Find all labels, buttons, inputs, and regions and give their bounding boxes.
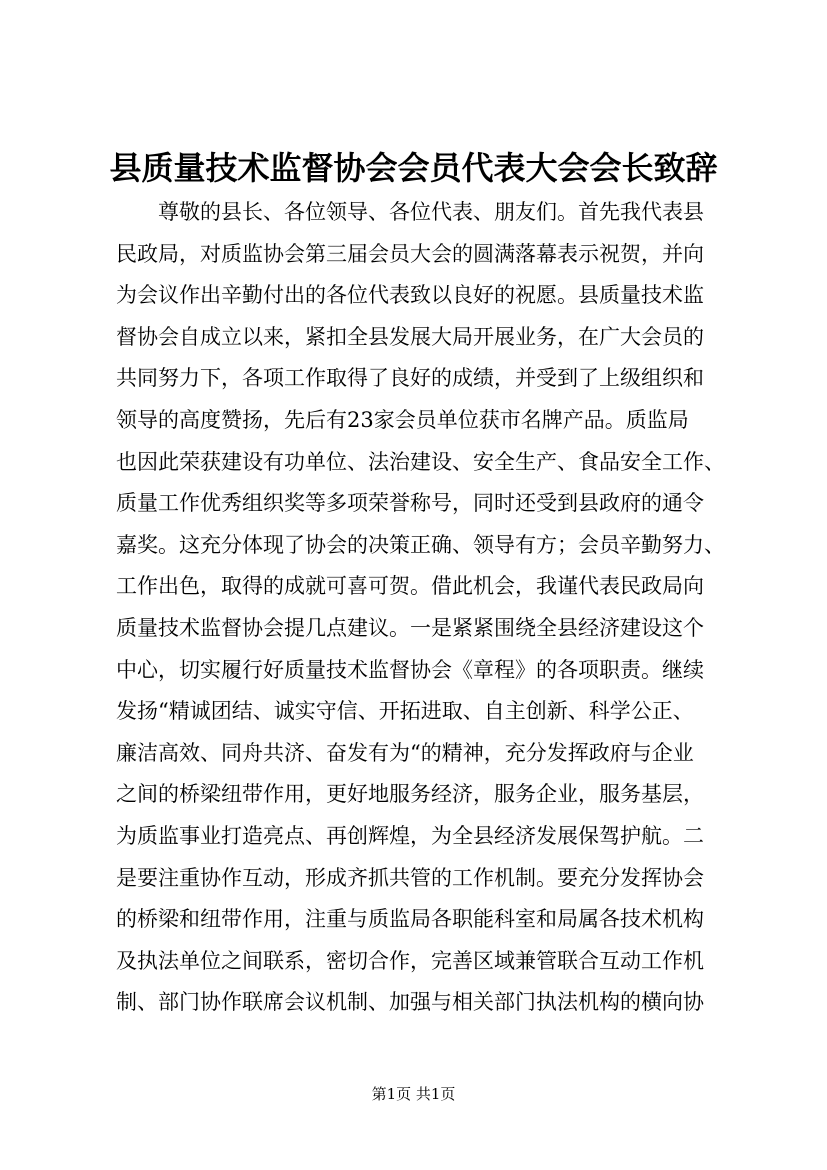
body-line: 为会议作出辛勤付出的各位代表致以良好的祝愿。县质量技术监	[116, 283, 704, 308]
body-line: 是要注重协作互动，形成齐抓共管的工作机制。要充分发挥协会	[116, 865, 704, 890]
body-line: 共同努力下，各项工作取得了良好的成绩，并受到了上级组织和	[116, 366, 704, 391]
body-line: 发扬“精诚团结、诚实守信、开拓进取、自主创新、科学公正、	[116, 699, 694, 724]
body-line: 之间的桥梁纽带作用，更好地服务经济，服务企业，服务基层，	[116, 782, 704, 807]
body-line: 嘉奖。这充分体现了协会的决策正确、领导有方；会员辛勤努力、	[116, 532, 725, 557]
body-line: 质量技术监督协会提几点建议。一是紧紧围绕全县经济建设这个	[116, 615, 704, 640]
body-line: 质量工作优秀组织奖等多项荣誉称号，同时还受到县政府的通令	[116, 491, 704, 516]
document-title: 县质量技术监督协会会员代表大会会长致辞	[109, 149, 718, 187]
body-line: 的桥梁和纽带作用，注重与质监局各职能科室和局属各技术机构	[116, 907, 704, 932]
body-line: 领导的高度赞扬，先后有23家会员单位获市名牌产品。质监局	[116, 407, 689, 432]
page-number-footer: 第1页 共1页	[371, 1085, 456, 1103]
body-line: 民政局，对质监协会第三届会员大会的圆满落幕表示祝贺，并向	[116, 241, 704, 266]
body-line: 及执法单位之间联系，密切合作，完善区域兼管联合互动工作机	[116, 948, 704, 973]
body-line: 督协会自成立以来，紧扣全县发展大局开展业务，在广大会员的	[116, 324, 704, 349]
body-line: 中心，切实履行好质量技术监督协会《章程》的各项职责。继续	[116, 657, 704, 682]
body-line: 也因此荣获建设有功单位、法治建设、安全生产、食品安全工作、	[116, 449, 725, 474]
body-line: 为质监事业打造亮点、再创辉煌，为全县经济发展保驾护航。二	[116, 823, 704, 848]
body-line: 制、部门协作联席会议机制、加强与相关部门执法机构的横向协	[116, 990, 704, 1015]
body-line: 廉洁高效、同舟共济、奋发有为“的精神，充分发挥政府与企业	[116, 740, 694, 765]
document-body	[116, 192, 746, 1024]
body-line: 尊敬的县长、各位领导、各位代表、朋友们。首先我代表县	[158, 200, 704, 224]
body-line: 工作出色，取得的成就可喜可贺。借此机会，我谨代表民政局向	[116, 574, 704, 599]
